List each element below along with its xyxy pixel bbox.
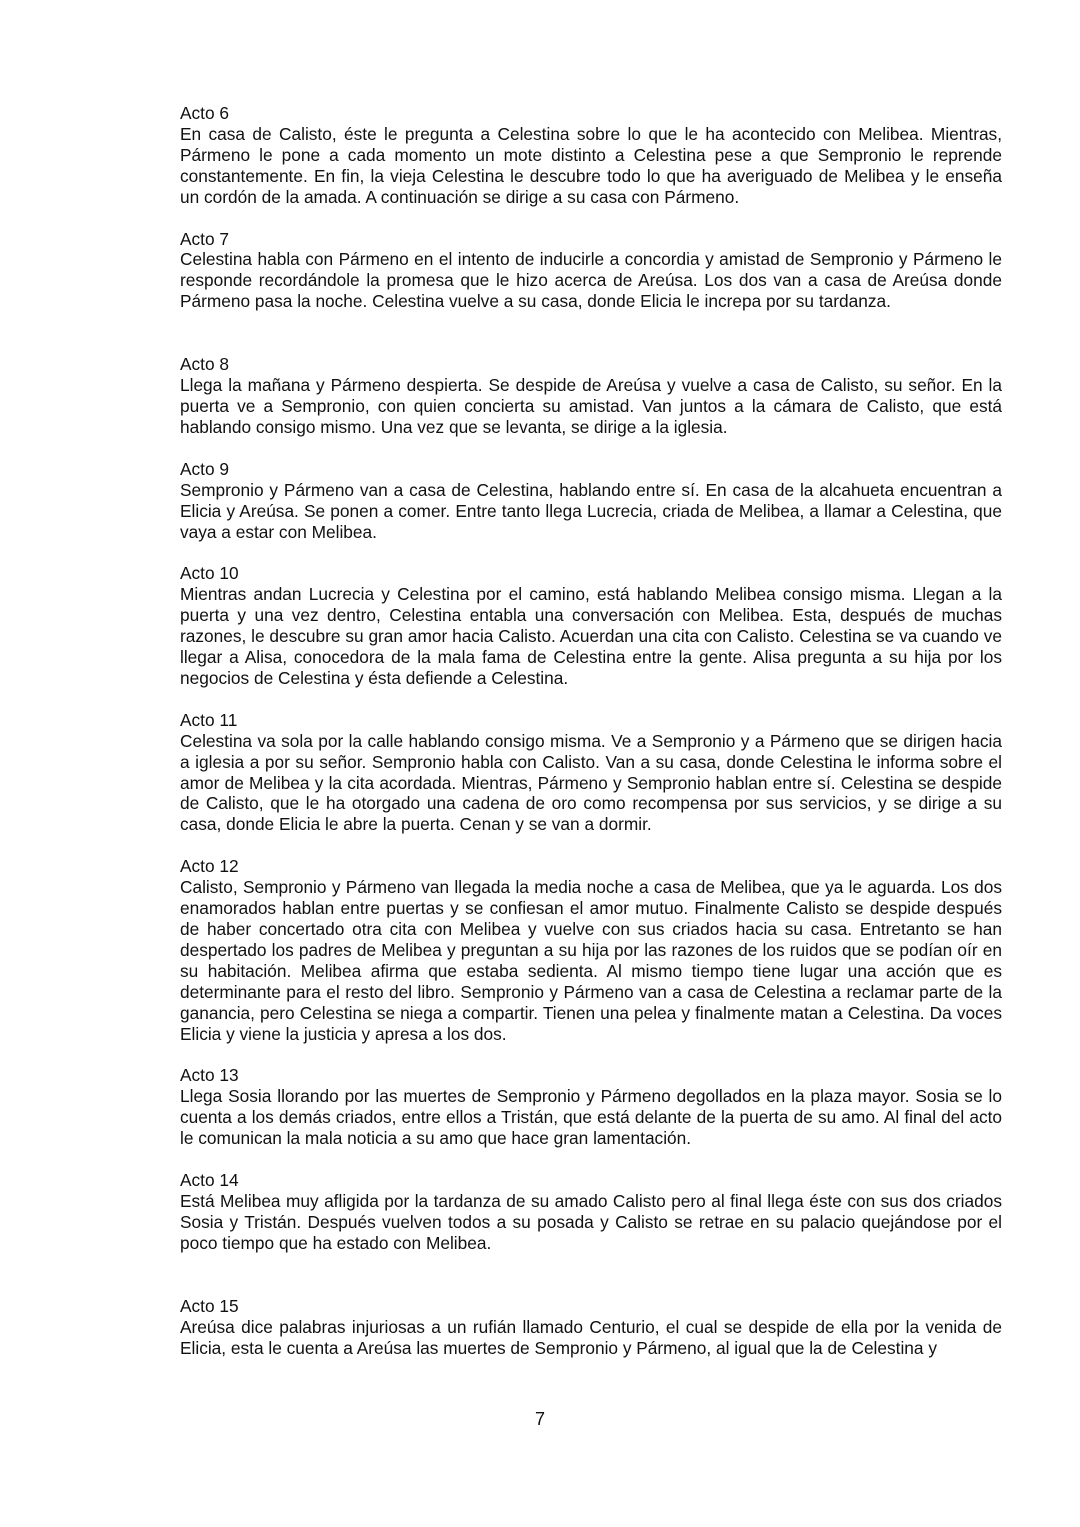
acto-section: [180, 229, 1002, 313]
acto-section: [180, 710, 1002, 835]
acto-paragraph: Llega Sosia llorando por las muertes de Sempronio y Pármeno degollados en la plaza mayor. Sosia se lo cuenta a los demás criados, entre ellos a Tristán, que está delante de la puerta de su amo. Al final del acto le comunican la mala noticia a su amo que hace gran lamentación.: [180, 1086, 1002, 1149]
acto-paragraph: Sempronio y Pármeno van a casa de Celestina, hablando entre sí. En casa de la alcahueta encuentran a Elicia y Areúsa. Se ponen a comer. Entre tanto llega Lucrecia, criada de Melibea, a llamar a Celestina, que vaya a estar con Melibea.: [180, 479, 1002, 542]
document-body: [180, 103, 1002, 1379]
acto-heading: Acto 6: [180, 103, 229, 123]
acto-section: [180, 459, 1002, 543]
acto-paragraph: Celestina habla con Pármeno en el intento de inducirle a concordia y amistad de Sempronio y Pármeno le responde recordándole la promesa que le hizo acerca de Areúsa. Los dos van a casa de Areúsa donde Pármeno pasa la noche. Celestina vuelve a su casa, donde Elicia le increpa por su tardanza.: [180, 249, 1002, 312]
acto-heading: Acto 15: [180, 1295, 239, 1316]
acto-heading: Acto 13: [180, 1065, 239, 1086]
acto-section: [180, 1065, 1002, 1149]
acto-section: [180, 856, 1002, 1044]
acto-heading: Acto 8: [180, 354, 229, 375]
acto-section: [180, 103, 1002, 208]
acto-section: [180, 1170, 1002, 1254]
acto-heading: Acto 14: [180, 1170, 239, 1191]
acto-paragraph: Llega la mañana y Pármeno despierta. Se despide de Areúsa y vuelve a casa de Calisto, su señor. En la puerta ve a Sempronio, con quien concierta su amistad. Van juntos a la cámara de Calisto, que está hablando consigo mismo. Una vez que se levanta, se dirige a la iglesia.: [180, 375, 1002, 437]
page-number: 7: [534, 1409, 545, 1429]
acto-heading: Acto 10: [180, 563, 239, 584]
acto-section: [180, 1296, 1002, 1359]
acto-paragraph: Mientras andan Lucrecia y Celestina por el camino, está hablando Melibea consigo misma. Llegan a la puerta y una vez dentro, Celestina entabla una conversación con Melibea. Esta, después de muchas razones, le descubre su gran amor hacia Calisto. Acuerdan una cita con Calisto. Celestina se va cuando ve llegar a Alisa, conocedora de la mala fama de Celestina entre la gente. Alisa pregunta a su hija por los negocios de Celestina y ésta defiende a Celestina.: [180, 584, 1002, 688]
acto-paragraph: Areúsa dice palabras injuriosas a un rufián llamado Centurio, el cual se despide de ella por la venida de Elicia, esta le cuenta a Areúsa las muertes de Sempronio y Pármeno, al igual que la de Celestina y: [180, 1316, 1002, 1358]
acto-section: [180, 354, 1002, 438]
acto-section: [180, 563, 1002, 688]
acto-paragraph: Celestina va sola por la calle hablando consigo misma. Ve a Sempronio y a Pármeno que se dirigen hacia a iglesia a por su señor. Sempronio habla con Calisto. Van a su casa, donde Celestina le informa sobre el amor de Melibea y la cita acordada. Mientras, Pármeno y Sempronio hablan entre sí. Celestina se despide de Calisto, que le ha otorgado una cadena de oro como recompensa por sus servicios, y se dirige a su casa, donde Elicia le abre la puerta. Cenan y se van a dormir.: [180, 730, 1002, 835]
acto-paragraph: Calisto, Sempronio y Pármeno van llegada la media noche a casa de Melibea, que ya le aguarda. Los dos enamorados hablan entre puertas y se confiesan el amor mutuo. Finalmente Calisto se despide después de haber concertado otra cita con Melibea y vuelve con sus criados hacia su casa. Entretanto se han despertado los padres de Melibea y preguntan a su hija por las razones de los ruidos que se podían oír en su habitación. Melibea afirma que estaba sedienta. Al mismo tiempo tiene lugar una acción que es determinante para el resto del libro. Sempronio y Pármeno van a casa de Celestina a reclamar parte de la ganancia, pero Celestina se niega a compartir. Tienen una pelea y finalmente matan a Celestina. Da voces Elicia y viene la justicia y apresa a los dos.: [180, 877, 1002, 1044]
acto-paragraph: En casa de Calisto, éste le pregunta a Celestina sobre lo que le ha acontecido con Melibea. Mientras, Pármeno le pone a cada momento un mote distinto a Celestina pese a que Sempronio le reprende constantemente. En fin, la vieja Celestina le descubre todo lo que ha averiguado de Melibea y le enseña un cordón de la amada. A continuación se dirige a su casa con Pármeno.: [180, 123, 1002, 207]
acto-paragraph: Está Melibea muy afligida por la tardanza de su amado Calisto pero al final llega éste con sus dos criados Sosia y Tristán. Después vuelven todos a su posada y Calisto se retrae en su palacio quejándose por el poco tiempo que ha estado con Melibea.: [180, 1190, 1002, 1253]
acto-heading: Acto 11: [180, 709, 238, 730]
acto-heading: Acto 7: [180, 228, 229, 249]
acto-heading: Acto 12: [180, 856, 239, 877]
acto-heading: Acto 9: [180, 458, 229, 479]
